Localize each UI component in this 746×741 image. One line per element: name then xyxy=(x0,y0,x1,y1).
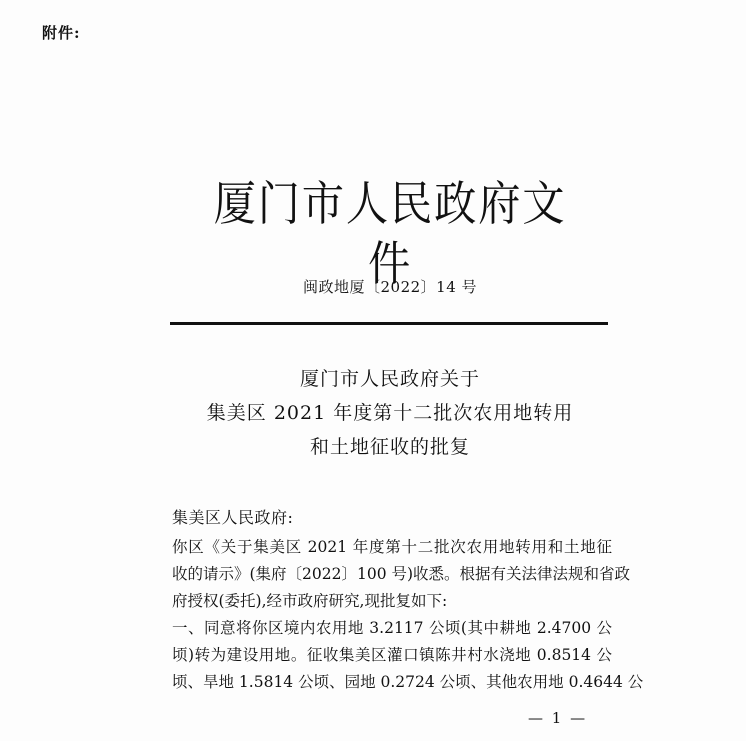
attachment-label: 附件: xyxy=(42,24,81,42)
body-line-2: 收的请示》(集府〔2022〕100 号)收悉。根据有关法律法规和省政 xyxy=(172,565,631,583)
title-line-2: 集美区 2021 年度第十二批次农用地转用 xyxy=(206,402,574,424)
body-line-6: 顷、旱地 1.5814 公顷、园地 0.2724 公顷、其他农用地 0.4644 公 xyxy=(172,673,644,691)
document-number: 闽政地厦〔2022〕14 号 xyxy=(302,278,478,296)
header-divider-line xyxy=(170,322,608,325)
page-number: — 1 — xyxy=(528,709,588,727)
document-title xyxy=(170,362,610,464)
body-line-3: 府授权(委托),经市政府研究,现批复如下: xyxy=(172,592,448,610)
body-text xyxy=(172,534,644,696)
document-header-title: 厦门市人民政府文件 xyxy=(213,177,567,292)
body-line-5: 顷)转为建设用地。征收集美区灌口镇陈井村水浇地 0.8514 公 xyxy=(172,646,612,664)
body-line-4: 一、同意将你区境内农用地 3.2117 公顷(其中耕地 2.4700 公 xyxy=(172,619,612,637)
body-line-1: 你区《关于集美区 2021 年度第十二批次农用地转用和土地征 xyxy=(172,538,612,556)
title-line-3: 和土地征收的批复 xyxy=(309,436,470,458)
title-line-1: 厦门市人民政府关于 xyxy=(299,368,480,390)
salutation: 集美区人民政府: xyxy=(172,508,294,527)
